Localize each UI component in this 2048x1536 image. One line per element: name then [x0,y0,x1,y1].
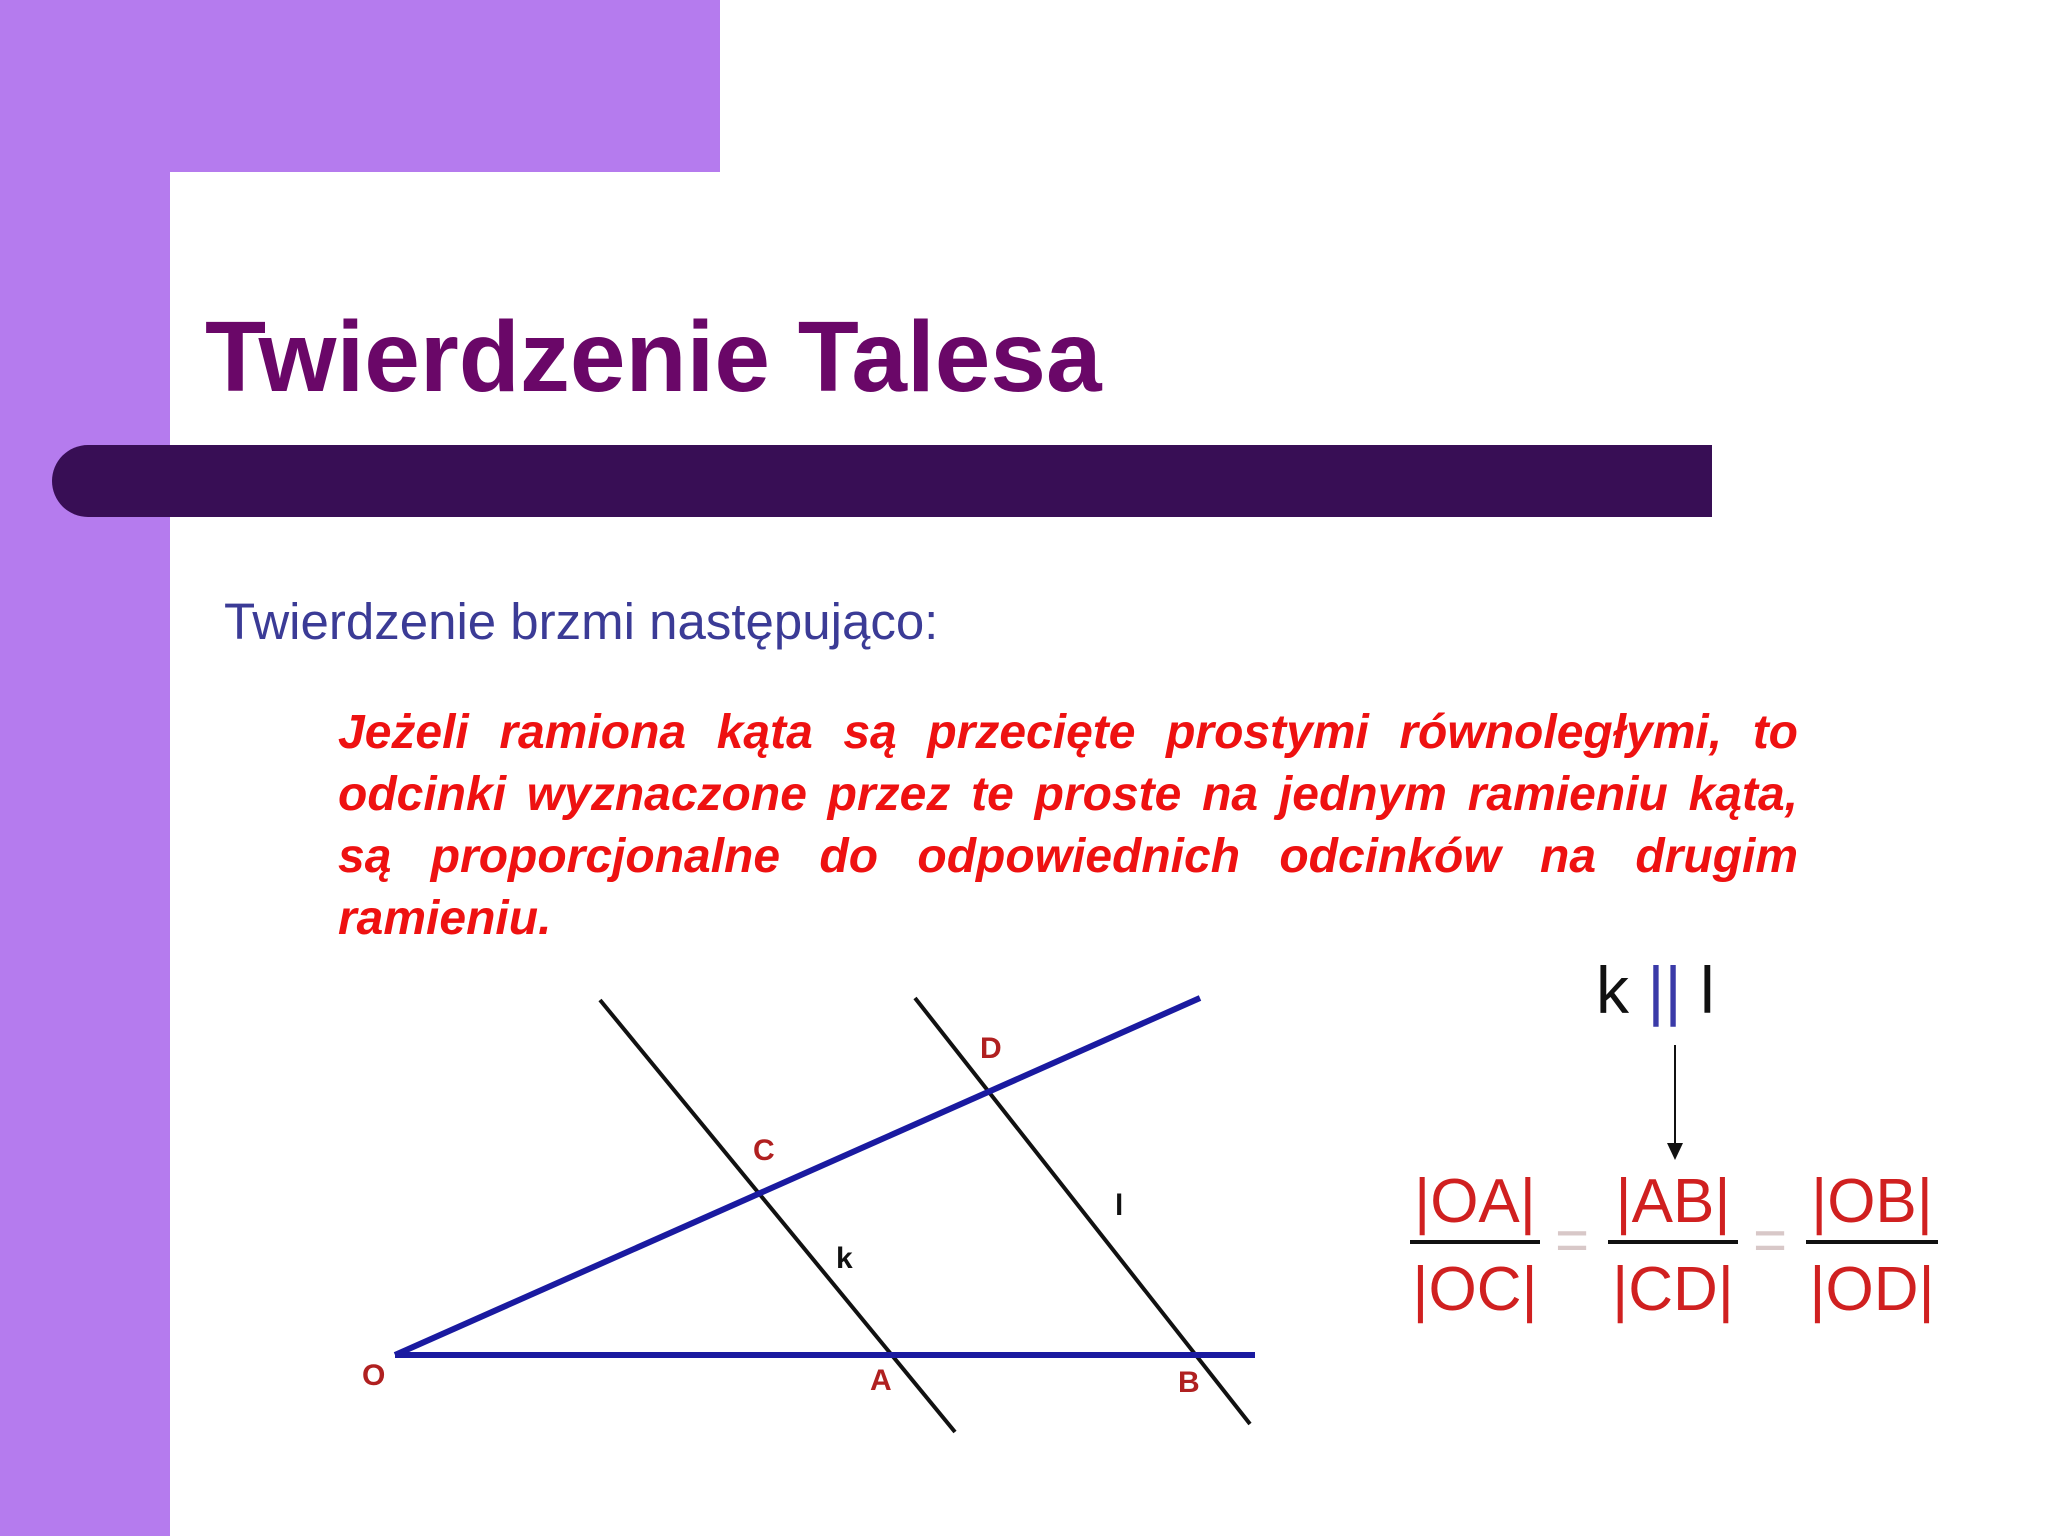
equals-sign-2: = [1753,1208,1787,1273]
diagram-background [330,990,1270,1440]
equals-sign-1: = [1555,1208,1589,1273]
line-k-label: k [836,1242,853,1275]
fraction-3-numerator: |OB| [1811,1167,1933,1236]
fraction-3 [1806,1167,1938,1324]
point-c-label: C [753,1134,775,1167]
title-underline-bar [52,445,1712,517]
fraction-2-denominator: |CD| [1612,1255,1734,1324]
intro-text: Twierdzenie brzmi następująco: [224,593,939,650]
parallel-note [1596,952,1715,1028]
thales-diagram [330,990,1270,1440]
theorem-statement: Jeżeli ramiona kąta są przecięte prostymi równoległymi, to odcinki wyznaczone przez te proste na jednym ramieniu kąta, są proporcjonalne do odpowiednich odcinków na drugim ramieniu. [338,706,1798,945]
fraction-1-denominator: |OC| [1412,1255,1538,1324]
point-b-label: B [1178,1366,1200,1399]
point-a-label: A [870,1364,892,1397]
top-band [0,0,720,172]
sidebar-band [0,0,170,1536]
fraction-1 [1410,1167,1540,1324]
parallel-right: l [1699,953,1715,1027]
fraction-2-numerator: |AB| [1615,1167,1731,1236]
line-l-label: l [1115,1189,1124,1222]
fraction-1-numerator: |OA| [1414,1167,1536,1236]
slide-title: Twierdzenie Talesa [205,301,1102,413]
parallel-symbol: || [1647,953,1682,1027]
point-d-label: D [980,1032,1002,1065]
point-o-label: O [362,1359,386,1392]
fraction-3-denominator: |OD| [1809,1255,1935,1324]
parallel-left: k [1596,953,1629,1027]
arrow-down-icon [1660,1045,1690,1165]
proportion-formula [1400,1160,1960,1360]
fraction-2 [1608,1167,1738,1324]
